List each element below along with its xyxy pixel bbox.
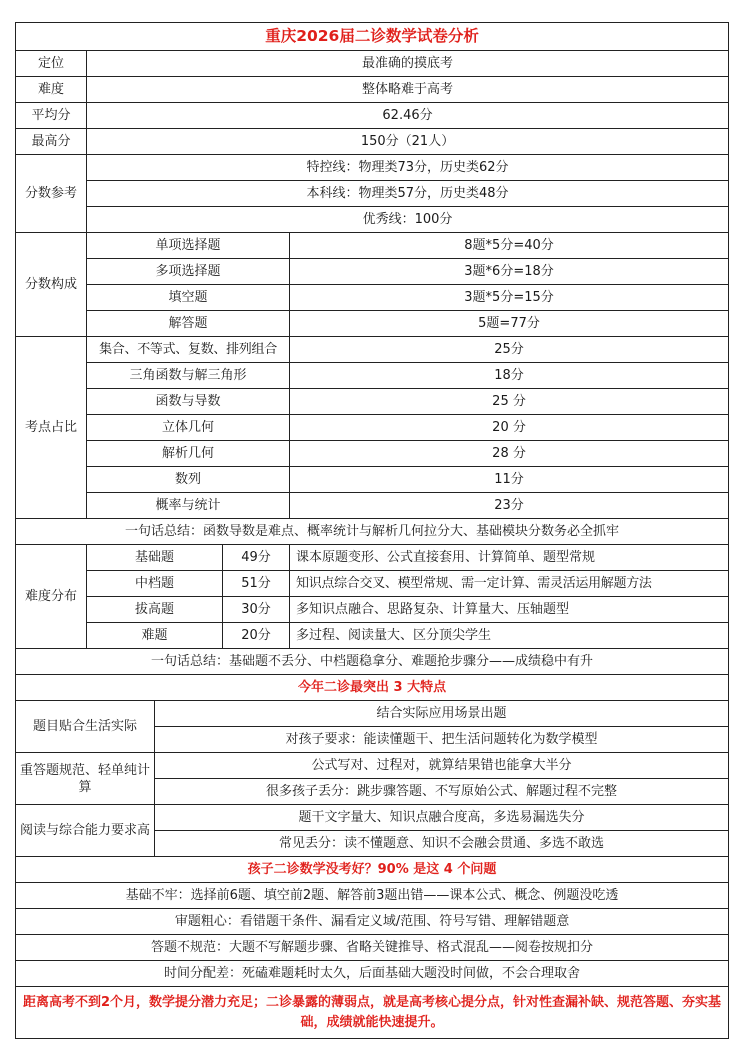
row-value: 整体略难于高考 xyxy=(87,77,729,103)
topic-score: 20 分 xyxy=(290,415,729,441)
row-label: 定位 xyxy=(16,51,87,77)
difficulty-level: 拔高题 xyxy=(87,597,223,623)
topic-name: 概率与统计 xyxy=(87,493,290,519)
feature-line: 结合实际应用场景出题 xyxy=(155,701,729,727)
topic-score: 25 分 xyxy=(290,389,729,415)
difficulty-level: 基础题 xyxy=(87,545,223,571)
difficulty-label: 难度分布 xyxy=(16,545,87,649)
score-line: 本科线：物理类57分，历史类48分 xyxy=(87,181,729,207)
problem-item: 基础不牢：选择前6题、填空前2题、解答前3题出错——课本公式、概念、例题没吃透 xyxy=(16,883,729,909)
score-line: 优秀线：100分 xyxy=(87,207,729,233)
problems-heading: 孩子二诊数学没考好？90% 是这 4 个问题 xyxy=(16,857,729,883)
footer-note: 距离高考不到2个月，数学提分潜力充足；二诊暴露的薄弱点，就是高考核心提分点，针对性查漏补缺、规范答题、夯实基础，成绩就能快速提升。 xyxy=(16,987,729,1039)
features-heading: 今年二诊最突出 3 大特点 xyxy=(16,675,729,701)
feature-line: 公式写对、过程对，就算结果错也能拿大半分 xyxy=(155,753,729,779)
row-label: 平均分 xyxy=(16,103,87,129)
topic-row xyxy=(16,337,729,363)
row-label: 最高分 xyxy=(16,129,87,155)
topic-name: 解析几何 xyxy=(87,441,290,467)
difficulty-row xyxy=(16,545,729,571)
feature-line: 很多孩子丢分：跳步骤答题、不写原始公式、解题过程不完整 xyxy=(155,779,729,805)
feature-line: 对孩子要求：能读懂题干、把生活问题转化为数学模型 xyxy=(155,727,729,753)
feature-line: 题干文字量大、知识点融合度高，多选易漏选失分 xyxy=(155,805,729,831)
difficulty-desc: 多过程、阅读量大、区分顶尖学生 xyxy=(290,623,729,649)
topic-score: 11分 xyxy=(290,467,729,493)
topic-score: 23分 xyxy=(290,493,729,519)
difficulty-desc: 课本原题变形、公式直接套用、计算简单、题型常规 xyxy=(290,545,729,571)
row-value: 最准确的摸底考 xyxy=(87,51,729,77)
difficulty-score: 30分 xyxy=(223,597,290,623)
question-type: 解答题 xyxy=(87,311,290,337)
topics-label: 考点占比 xyxy=(16,337,87,519)
row-value: 62.46分 xyxy=(87,103,729,129)
basic-row xyxy=(16,103,729,129)
feature-row xyxy=(16,753,729,779)
topics-summary: 一句话总结：函数导数是难点、概率统计与解析几何拉分大、基础模块分数务必全抓牢 xyxy=(16,519,729,545)
basic-row xyxy=(16,129,729,155)
topic-name: 数列 xyxy=(87,467,290,493)
difficulty-desc: 知识点综合交叉、模型常规、需一定计算、需灵活运用解题方法 xyxy=(290,571,729,597)
topic-name: 三角函数与解三角形 xyxy=(87,363,290,389)
difficulty-score: 20分 xyxy=(223,623,290,649)
feature-row xyxy=(16,805,729,831)
problem-item: 审题粗心：看错题干条件、漏看定义域/范围、符号写错、理解错题意 xyxy=(16,909,729,935)
score-reference-label: 分数参考 xyxy=(16,155,87,233)
question-type: 填空题 xyxy=(87,285,290,311)
analysis-sheet xyxy=(15,22,728,1039)
structure-label: 分数构成 xyxy=(16,233,87,337)
row-value: 150分（21人） xyxy=(87,129,729,155)
feature-row xyxy=(16,701,729,727)
feature-line: 常见丢分：读不懂题意、知识不会融会贯通、多选不敢选 xyxy=(155,831,729,857)
difficulty-summary: 一句话总结：基础题不丢分、中档题稳拿分、难题抢步骤分——成绩稳中有升 xyxy=(16,649,729,675)
difficulty-level: 中档题 xyxy=(87,571,223,597)
topic-score: 25分 xyxy=(290,337,729,363)
difficulty-level: 难题 xyxy=(87,623,223,649)
topic-score: 28 分 xyxy=(290,441,729,467)
problem-item: 时间分配差：死磕难题耗时太久，后面基础大题没时间做，不会合理取舍 xyxy=(16,961,729,987)
question-type: 多项选择题 xyxy=(87,259,290,285)
topic-name: 集合、不等式、复数、排列组合 xyxy=(87,337,290,363)
analysis-table xyxy=(15,22,729,1039)
question-score: 5题=77分 xyxy=(290,311,729,337)
feature-name: 重答题规范、轻单纯计算 xyxy=(16,753,155,805)
topic-name: 立体几何 xyxy=(87,415,290,441)
basic-row xyxy=(16,51,729,77)
score-line: 特控线：物理类73分，历史类62分 xyxy=(87,155,729,181)
feature-name: 阅读与综合能力要求高 xyxy=(16,805,155,857)
feature-name: 题目贴合生活实际 xyxy=(16,701,155,753)
structure-row xyxy=(16,233,729,259)
row-label: 难度 xyxy=(16,77,87,103)
score-reference-row xyxy=(16,155,729,181)
question-type: 单项选择题 xyxy=(87,233,290,259)
basic-row xyxy=(16,77,729,103)
question-score: 8题*5分=40分 xyxy=(290,233,729,259)
difficulty-desc: 多知识点融合、思路复杂、计算量大、压轴题型 xyxy=(290,597,729,623)
topic-name: 函数与导数 xyxy=(87,389,290,415)
question-score: 3题*5分=15分 xyxy=(290,285,729,311)
problem-item: 答题不规范：大题不写解题步骤、省略关键推导、格式混乱——阅卷按规扣分 xyxy=(16,935,729,961)
page-title: 重庆2026届二诊数学试卷分析 xyxy=(16,23,729,51)
question-score: 3题*6分=18分 xyxy=(290,259,729,285)
difficulty-score: 49分 xyxy=(223,545,290,571)
difficulty-score: 51分 xyxy=(223,571,290,597)
topic-score: 18分 xyxy=(290,363,729,389)
